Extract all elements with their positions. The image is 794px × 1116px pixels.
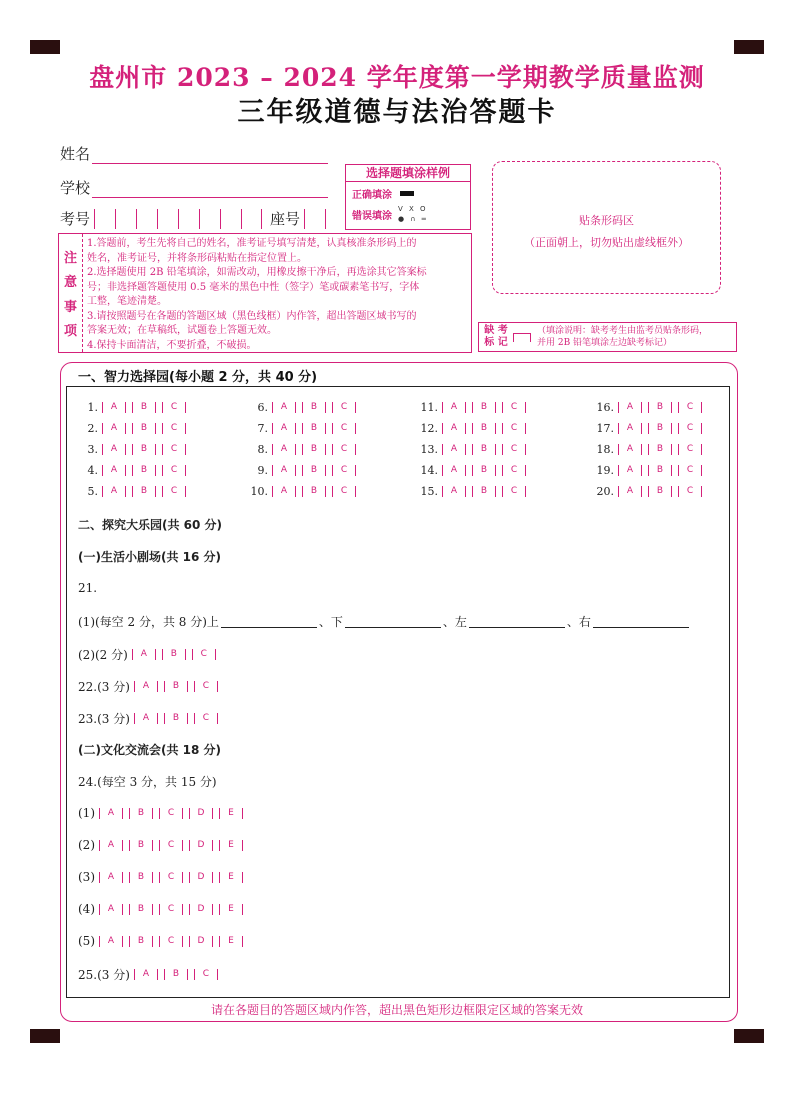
- exam-no-cell[interactable]: [241, 209, 262, 229]
- fill-sample-heading: 选择题填涂样例: [346, 165, 470, 182]
- mc-question: [594, 401, 708, 414]
- answer-bubble[interactable]: C: [502, 444, 526, 455]
- answer-bubble[interactable]: B: [302, 423, 326, 434]
- answer-bubble[interactable]: C: [678, 486, 702, 497]
- footer-warning: 请在各题目的答题区域内作答，超出黑色矩形边框限定区域的答案无效: [210, 1003, 583, 1017]
- choice-row-label: (2)(2 分): [78, 648, 128, 662]
- answer-bubble[interactable]: E: [219, 904, 243, 915]
- answer-bubble[interactable]: D: [189, 904, 213, 915]
- choice-row-label: (2): [78, 838, 95, 852]
- answer-bubble[interactable]: A: [442, 486, 466, 497]
- answer-bubble[interactable]: A: [134, 713, 158, 724]
- answer-bubble[interactable]: B: [472, 423, 496, 434]
- correct-fill-label: 正确填涂: [352, 190, 392, 201]
- barcode-label: 贴条形码区: [579, 214, 634, 227]
- answer-bubble[interactable]: B: [472, 402, 496, 413]
- notice-line: 姓名，准考证号，并将条形码粘贴在指定位置上。: [87, 252, 307, 264]
- answer-bubble[interactable]: B: [129, 872, 153, 883]
- fill-sample-box: [345, 164, 471, 230]
- answer-bubble[interactable]: C: [678, 402, 702, 413]
- question-number: 15.: [420, 485, 438, 498]
- question-number: 6.: [257, 401, 268, 414]
- wrong-fill-label: 错误填涂: [352, 210, 392, 222]
- answer-bubble[interactable]: B: [164, 681, 188, 692]
- answer-bubble[interactable]: A: [618, 444, 642, 455]
- notice-line: 2.选择题使用 2B 铅笔填涂，如需改动，用橡皮擦干净后，再选涂其它答案标: [87, 267, 427, 278]
- notice-char: 项: [63, 324, 77, 340]
- mc-question: [418, 401, 532, 414]
- answer-bubble[interactable]: A: [618, 465, 642, 476]
- answer-bubble[interactable]: B: [129, 936, 153, 947]
- name-field[interactable]: [60, 143, 328, 164]
- q21-1-right: 、右: [566, 615, 591, 629]
- barcode-hint: （正面朝上，切勿贴出虚线框外）: [524, 236, 689, 249]
- answer-bubble[interactable]: E: [219, 808, 243, 819]
- absent-checkbox[interactable]: [513, 333, 531, 342]
- choice-row: [78, 934, 249, 948]
- answer-bubble[interactable]: A: [99, 808, 123, 819]
- answer-bubble[interactable]: C: [159, 904, 183, 915]
- mc-question: [418, 422, 532, 435]
- answer-bubble[interactable]: A: [132, 649, 156, 660]
- answer-blank-right[interactable]: [593, 616, 689, 628]
- question-number: 5.: [87, 485, 98, 498]
- wrong-marks-top: V X O: [398, 205, 428, 213]
- answer-bubble[interactable]: A: [442, 402, 466, 413]
- answer-bubble[interactable]: A: [618, 486, 642, 497]
- answer-bubble[interactable]: C: [332, 465, 356, 476]
- answer-blank-left[interactable]: [469, 616, 565, 628]
- section2-title: 二、探究大乐园(共 60 分): [78, 518, 223, 532]
- answer-bubble[interactable]: A: [442, 465, 466, 476]
- part1-title: (一)生活小剧场(共 16 分): [78, 550, 221, 564]
- answer-bubble[interactable]: C: [678, 465, 702, 476]
- choice-row-label: (1): [78, 806, 95, 820]
- answer-bubble[interactable]: C: [678, 444, 702, 455]
- mc-question: [418, 443, 532, 456]
- choice-row: [78, 646, 222, 663]
- question-number: 20.: [596, 485, 614, 498]
- question-number: 18.: [596, 443, 614, 456]
- notice-char: 注: [63, 250, 77, 266]
- correct-fill-row: [346, 186, 470, 201]
- answer-bubble[interactable]: A: [102, 402, 126, 413]
- notice-side-label: [59, 234, 83, 352]
- answer-bubble[interactable]: A: [272, 423, 296, 434]
- question-number: 7.: [257, 422, 268, 435]
- answer-bubble[interactable]: C: [502, 486, 526, 497]
- notice-body: [83, 234, 471, 352]
- mc-question: [78, 485, 192, 498]
- answer-bubble[interactable]: C: [162, 465, 186, 476]
- answer-bubble[interactable]: B: [472, 465, 496, 476]
- registration-mark-bottom-left: [30, 1029, 60, 1043]
- choice-row: [78, 902, 249, 916]
- q21-1-left: 、左: [442, 615, 467, 629]
- answer-bubble[interactable]: C: [332, 423, 356, 434]
- question-number: 17.: [596, 422, 614, 435]
- answer-bubble[interactable]: B: [129, 840, 153, 851]
- answer-bubble[interactable]: C: [162, 486, 186, 497]
- absent-label-bottom: 标 记: [484, 337, 508, 348]
- answer-bubble[interactable]: E: [219, 840, 243, 851]
- choice-row: [78, 710, 224, 727]
- mc-question: [78, 443, 192, 456]
- question-number: 16.: [596, 401, 614, 414]
- seat-cell[interactable]: [325, 209, 346, 229]
- exam-no-cell[interactable]: [220, 209, 241, 229]
- answer-bubble[interactable]: B: [129, 808, 153, 819]
- exam-no-cell[interactable]: [178, 209, 199, 229]
- q21-1-prefix: (1)(每空 2 分，共 8 分)上: [78, 615, 219, 629]
- answer-bubble[interactable]: A: [99, 840, 123, 851]
- school-line[interactable]: [92, 184, 328, 198]
- answer-bubble[interactable]: D: [189, 872, 213, 883]
- answer-bubble[interactable]: C: [194, 681, 218, 692]
- answer-bubble[interactable]: C: [502, 402, 526, 413]
- answer-bubble[interactable]: C: [194, 969, 218, 980]
- q21-1-row: [78, 613, 691, 630]
- mc-question: [594, 464, 708, 477]
- answer-bubble[interactable]: C: [159, 936, 183, 947]
- subject-title: 三年级道德与法治答题卡: [237, 97, 557, 128]
- answer-bubble[interactable]: B: [302, 465, 326, 476]
- answer-bubble[interactable]: B: [472, 486, 496, 497]
- notice-line: 答案无效；在草稿纸，试题卷上答题无效。: [87, 325, 277, 336]
- notice-line: 4.保持卡面清洁，不要折叠，不破损。: [87, 339, 257, 351]
- registration-mark-bottom-right: [734, 1029, 764, 1043]
- wrong-marks-bottom: ● ∩ ═: [398, 215, 428, 223]
- answer-bubble[interactable]: B: [132, 423, 156, 434]
- answer-bubble[interactable]: B: [302, 444, 326, 455]
- mc-question: [248, 464, 362, 477]
- exam-no-cell[interactable]: [157, 209, 178, 229]
- notice-line: 3.请按照题号在各题的答题区域（黑色线框）内作答，超出答题区域书写的: [87, 310, 417, 322]
- absent-label: [479, 325, 513, 349]
- exam-title: 盘州市 2023 – 2024 学年度第一学期教学质量监测: [89, 63, 705, 92]
- choice-row-label: 25.(3 分): [78, 968, 130, 982]
- choice-row-label: 23.(3 分): [78, 712, 130, 726]
- answer-bubble[interactable]: B: [164, 713, 188, 724]
- barcode-area[interactable]: [492, 161, 721, 294]
- seat-label: 座号: [270, 210, 301, 228]
- answer-bubble[interactable]: C: [678, 423, 702, 434]
- answer-bubble[interactable]: A: [442, 444, 466, 455]
- answer-bubble[interactable]: C: [502, 465, 526, 476]
- school-field[interactable]: [60, 177, 328, 198]
- answer-bubble[interactable]: A: [442, 423, 466, 434]
- answer-bubble[interactable]: A: [134, 681, 158, 692]
- mc-question: [248, 485, 362, 498]
- mc-question: [594, 422, 708, 435]
- question-number: 2.: [87, 422, 98, 435]
- question-number: 13.: [420, 443, 438, 456]
- answer-bubble[interactable]: E: [219, 936, 243, 947]
- answer-bubble[interactable]: B: [472, 444, 496, 455]
- answer-bubble[interactable]: A: [99, 936, 123, 947]
- mc-question: [248, 401, 362, 414]
- exam-number-row: [60, 208, 346, 229]
- filled-mark-icon: [400, 191, 414, 196]
- mc-question: [248, 422, 362, 435]
- choice-row-label: 22.(3 分): [78, 680, 130, 694]
- choice-row: [78, 870, 249, 884]
- answer-bubble[interactable]: B: [132, 465, 156, 476]
- name-label: 姓名: [60, 145, 91, 163]
- answer-bubble[interactable]: A: [102, 423, 126, 434]
- answer-bubble[interactable]: E: [219, 872, 243, 883]
- name-line[interactable]: [92, 150, 328, 164]
- seat-cell[interactable]: [304, 209, 325, 229]
- answer-bubble[interactable]: A: [99, 904, 123, 915]
- answer-bubble[interactable]: D: [189, 936, 213, 947]
- mc-question: [594, 443, 708, 456]
- answer-bubble[interactable]: B: [164, 969, 188, 980]
- answer-bubble[interactable]: D: [189, 840, 213, 851]
- answer-bubble[interactable]: B: [648, 486, 672, 497]
- absent-explain-line: 并用 2B 铅笔填涂左边缺考标记）: [537, 338, 673, 348]
- answer-bubble[interactable]: C: [332, 402, 356, 413]
- registration-mark-top-right: [734, 40, 764, 54]
- question-number: 11.: [420, 401, 438, 414]
- answer-bubble[interactable]: B: [648, 465, 672, 476]
- question-number: 8.: [257, 443, 268, 456]
- answer-bubble[interactable]: B: [132, 444, 156, 455]
- answer-bubble[interactable]: A: [272, 402, 296, 413]
- mc-question: [594, 485, 708, 498]
- answer-bubble[interactable]: A: [272, 465, 296, 476]
- answer-bubble[interactable]: B: [132, 486, 156, 497]
- question-number: 4.: [87, 464, 98, 477]
- part2-title: (二)文化交流会(共 18 分): [78, 743, 221, 757]
- answer-bubble[interactable]: B: [129, 904, 153, 915]
- answer-bubble[interactable]: C: [159, 840, 183, 851]
- answer-bubble[interactable]: C: [332, 444, 356, 455]
- absent-label-top: 缺 考: [484, 325, 508, 336]
- q21-label: 21.: [78, 581, 98, 595]
- notice-line: 1.答题前，考生先将自己的姓名，准考证号填写清楚，认真核准条形码上的: [87, 238, 417, 249]
- choice-row-label: (3): [78, 870, 95, 884]
- answer-bubble[interactable]: C: [162, 444, 186, 455]
- section1-title: 一、智力选择园(每小题 2 分，共 40 分): [76, 366, 319, 385]
- answer-bubble[interactable]: A: [272, 486, 296, 497]
- absent-explanation: [537, 325, 708, 349]
- answer-bubble[interactable]: A: [102, 486, 126, 497]
- notice-box: [58, 233, 472, 353]
- choice-row: [78, 838, 249, 852]
- absent-explain-line: （填涂说明：缺考考生由监考员贴条形码，: [537, 326, 709, 336]
- question-number: 12.: [420, 422, 438, 435]
- notice-char: 意: [63, 275, 77, 291]
- school-label: 学校: [60, 179, 91, 197]
- mc-question: [418, 485, 532, 498]
- question-number: 1.: [87, 401, 98, 414]
- answer-bubble[interactable]: A: [99, 872, 123, 883]
- wrong-fill-row: [346, 205, 470, 223]
- choice-row: [78, 966, 224, 983]
- answer-bubble[interactable]: B: [302, 402, 326, 413]
- answer-bubble[interactable]: A: [618, 402, 642, 413]
- answer-bubble[interactable]: C: [194, 713, 218, 724]
- question-number: 9.: [257, 464, 268, 477]
- answer-blank-down[interactable]: [345, 616, 441, 628]
- answer-bubble[interactable]: A: [618, 423, 642, 434]
- exam-no-cell[interactable]: [136, 209, 157, 229]
- mc-question: [78, 422, 192, 435]
- mc-question: [248, 443, 362, 456]
- answer-bubble[interactable]: C: [159, 872, 183, 883]
- answer-bubble[interactable]: A: [272, 444, 296, 455]
- exam-no-cell[interactable]: [115, 209, 136, 229]
- answer-bubble[interactable]: C: [192, 649, 216, 660]
- answer-bubble[interactable]: C: [159, 808, 183, 819]
- answer-bubble[interactable]: B: [132, 402, 156, 413]
- notice-char: 事: [63, 299, 77, 315]
- question-number: 10.: [250, 485, 268, 498]
- question-number: 19.: [596, 464, 614, 477]
- answer-bubble[interactable]: B: [648, 402, 672, 413]
- answer-bubble[interactable]: C: [502, 423, 526, 434]
- answer-bubble[interactable]: A: [134, 969, 158, 980]
- q21-1-down: 、下: [318, 615, 343, 629]
- answer-bubble[interactable]: A: [102, 465, 126, 476]
- mc-question: [78, 464, 192, 477]
- answer-bubble[interactable]: B: [648, 444, 672, 455]
- question-number: 3.: [87, 443, 98, 456]
- exam-no-cell[interactable]: [94, 209, 115, 229]
- answer-bubble[interactable]: C: [162, 402, 186, 413]
- answer-bubble[interactable]: C: [162, 423, 186, 434]
- answer-blank-up[interactable]: [221, 616, 317, 628]
- q24-label: 24.(每空 3 分，共 15 分): [78, 775, 217, 789]
- choice-row-label: (4): [78, 902, 95, 916]
- answer-bubble[interactable]: B: [302, 486, 326, 497]
- answer-bubble[interactable]: A: [102, 444, 126, 455]
- choice-row-label: (5): [78, 934, 95, 948]
- registration-mark-top-left: [30, 40, 60, 54]
- wrong-marks: [398, 205, 428, 223]
- notice-line: 工整，笔迹清楚。: [87, 296, 167, 307]
- answer-bubble[interactable]: C: [332, 486, 356, 497]
- question-number: 14.: [420, 464, 438, 477]
- answer-bubble[interactable]: B: [648, 423, 672, 434]
- exam-no-label: 考号: [60, 210, 91, 228]
- notice-line: 号；非选择题答题使用 0.5 毫米的黑色中性（签字）笔或碳素笔书写，字体: [87, 281, 420, 293]
- answer-bubble[interactable]: B: [162, 649, 186, 660]
- mc-question: [78, 401, 192, 414]
- answer-bubble[interactable]: D: [189, 808, 213, 819]
- absent-mark-box: [478, 322, 737, 352]
- choice-row: [78, 806, 249, 820]
- exam-no-cell[interactable]: [199, 209, 220, 229]
- mc-question: [418, 464, 532, 477]
- choice-row: [78, 678, 224, 695]
